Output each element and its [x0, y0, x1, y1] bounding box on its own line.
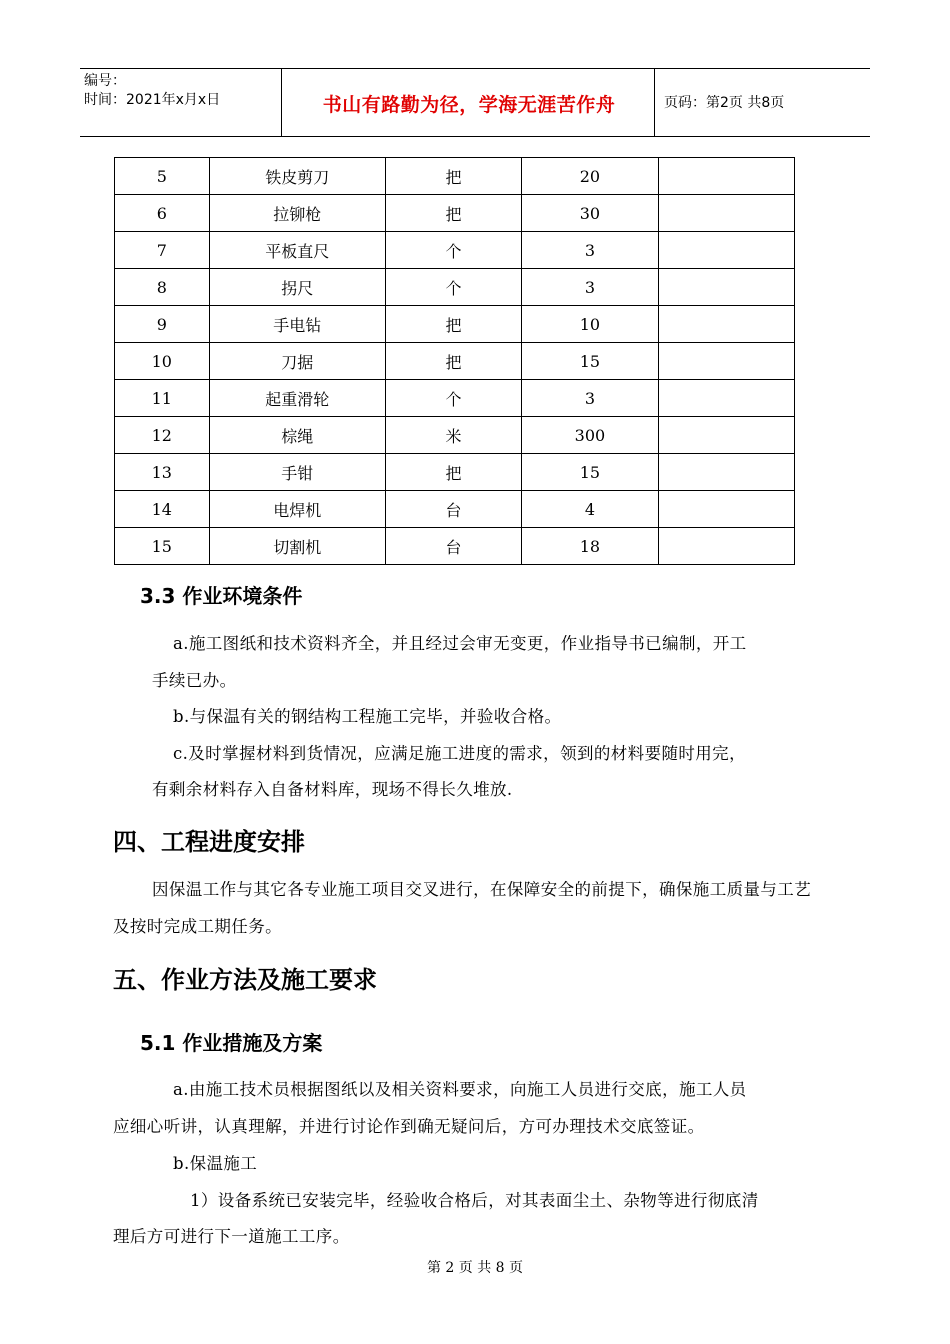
section-4-title: 四、工程进度安排 — [113, 828, 305, 856]
paragraph: 有剩余材料存入自备材料库，现场不得长久堆放. — [152, 780, 513, 799]
table-row — [115, 158, 795, 195]
quantity-cell: 18 — [522, 528, 658, 565]
quantity-cell: 3 — [522, 232, 658, 269]
paragraph: a.由施工技术员根据图纸以及相关资料要求，向施工人员进行交底，施工人员 — [173, 1080, 747, 1099]
paragraph: b.与保温有关的钢结构工程施工完毕，并验收合格。 — [173, 707, 562, 726]
unit-cell: 把 — [385, 158, 521, 195]
time-label: 时间：2021年x月x日 — [84, 92, 221, 108]
table-row — [115, 417, 795, 454]
index-cell: 9 — [115, 306, 210, 343]
index-cell: 15 — [115, 528, 210, 565]
remark-cell — [658, 343, 794, 380]
unit-cell: 台 — [385, 528, 521, 565]
unit-cell: 台 — [385, 491, 521, 528]
remark-cell — [658, 491, 794, 528]
paragraph: 1）设备系统已安装完毕，经验收合格后，对其表面尘土、杂物等进行彻底清 — [190, 1191, 759, 1210]
tool-name-cell: 铁皮剪刀 — [209, 158, 385, 195]
index-cell: 5 — [115, 158, 210, 195]
index-cell: 11 — [115, 380, 210, 417]
serial-label: 编号： — [84, 73, 126, 89]
index-cell: 10 — [115, 343, 210, 380]
remark-cell — [658, 454, 794, 491]
table-row — [115, 343, 795, 380]
paragraph: b.保温施工 — [173, 1154, 258, 1173]
index-cell: 6 — [115, 195, 210, 232]
paragraph: c.及时掌握材料到货情况，应满足施工进度的需求，领到的材料要随时用完， — [173, 744, 746, 763]
table-row — [115, 528, 795, 565]
quantity-cell: 20 — [522, 158, 658, 195]
header-divider — [281, 68, 282, 136]
table-row — [115, 269, 795, 306]
quantity-cell: 15 — [522, 343, 658, 380]
unit-cell: 个 — [385, 269, 521, 306]
remark-cell — [658, 417, 794, 454]
tool-name-cell: 平板直尺 — [209, 232, 385, 269]
paragraph: 及按时完成工期任务。 — [113, 917, 282, 936]
header-bottom-rule — [80, 136, 870, 137]
remark-cell — [658, 269, 794, 306]
table-row — [115, 380, 795, 417]
tool-name-cell: 拉铆枪 — [209, 195, 385, 232]
page-footer: 第 2 页 共 8 页 — [426, 1260, 524, 1276]
header-motto: 书山有路勤为径，学海无涯苦作舟 — [322, 93, 616, 116]
table-row — [115, 232, 795, 269]
remark-cell — [658, 232, 794, 269]
header-top-rule — [80, 68, 870, 69]
paragraph: a.施工图纸和技术资料齐全，并且经过会审无变更，作业指导书已编制，开工 — [173, 634, 747, 653]
tool-name-cell: 手电钻 — [209, 306, 385, 343]
section-5-1-title: 5.1 作业措施及方案 — [140, 1031, 323, 1055]
index-cell: 8 — [115, 269, 210, 306]
remark-cell — [658, 306, 794, 343]
quantity-cell: 3 — [522, 380, 658, 417]
quantity-cell: 4 — [522, 491, 658, 528]
tool-name-cell: 拐尺 — [209, 269, 385, 306]
table-row — [115, 195, 795, 232]
paragraph: 应细心听讲，认真理解，并进行讨论作到确无疑问后，方可办理技术交底签证。 — [113, 1117, 705, 1136]
tool-name-cell: 手钳 — [209, 454, 385, 491]
paragraph: 理后方可进行下一道施工工序。 — [113, 1227, 350, 1246]
tool-name-cell: 切割机 — [209, 528, 385, 565]
header-meta — [84, 72, 220, 110]
remark-cell — [658, 528, 794, 565]
table-row — [115, 491, 795, 528]
paragraph: 因保温工作与其它各专业施工项目交叉进行，在保障安全的前提下，确保施工质量与工艺 — [152, 880, 812, 899]
paragraph: 手续已办。 — [152, 671, 237, 690]
unit-cell: 个 — [385, 380, 521, 417]
unit-cell: 把 — [385, 306, 521, 343]
remark-cell — [658, 158, 794, 195]
tool-name-cell: 起重滑轮 — [209, 380, 385, 417]
tool-name-cell: 刀据 — [209, 343, 385, 380]
quantity-cell: 30 — [522, 195, 658, 232]
tool-name-cell: 电焊机 — [209, 491, 385, 528]
unit-cell: 把 — [385, 454, 521, 491]
quantity-cell: 10 — [522, 306, 658, 343]
index-cell: 7 — [115, 232, 210, 269]
index-cell: 14 — [115, 491, 210, 528]
header-page-info: 页码：第2页 共8页 — [664, 95, 785, 111]
quantity-cell: 300 — [522, 417, 658, 454]
table-row — [115, 454, 795, 491]
header-divider — [654, 68, 655, 136]
table-row — [115, 306, 795, 343]
index-cell: 12 — [115, 417, 210, 454]
remark-cell — [658, 380, 794, 417]
quantity-cell: 15 — [522, 454, 658, 491]
unit-cell: 个 — [385, 232, 521, 269]
tools-table — [114, 157, 795, 565]
index-cell: 13 — [115, 454, 210, 491]
quantity-cell: 3 — [522, 269, 658, 306]
remark-cell — [658, 195, 794, 232]
unit-cell: 把 — [385, 195, 521, 232]
unit-cell: 米 — [385, 417, 521, 454]
tool-name-cell: 棕绳 — [209, 417, 385, 454]
section-5-title: 五、作业方法及施工要求 — [113, 966, 377, 994]
section-3-3-title: 3.3 作业环境条件 — [140, 584, 303, 608]
unit-cell: 把 — [385, 343, 521, 380]
